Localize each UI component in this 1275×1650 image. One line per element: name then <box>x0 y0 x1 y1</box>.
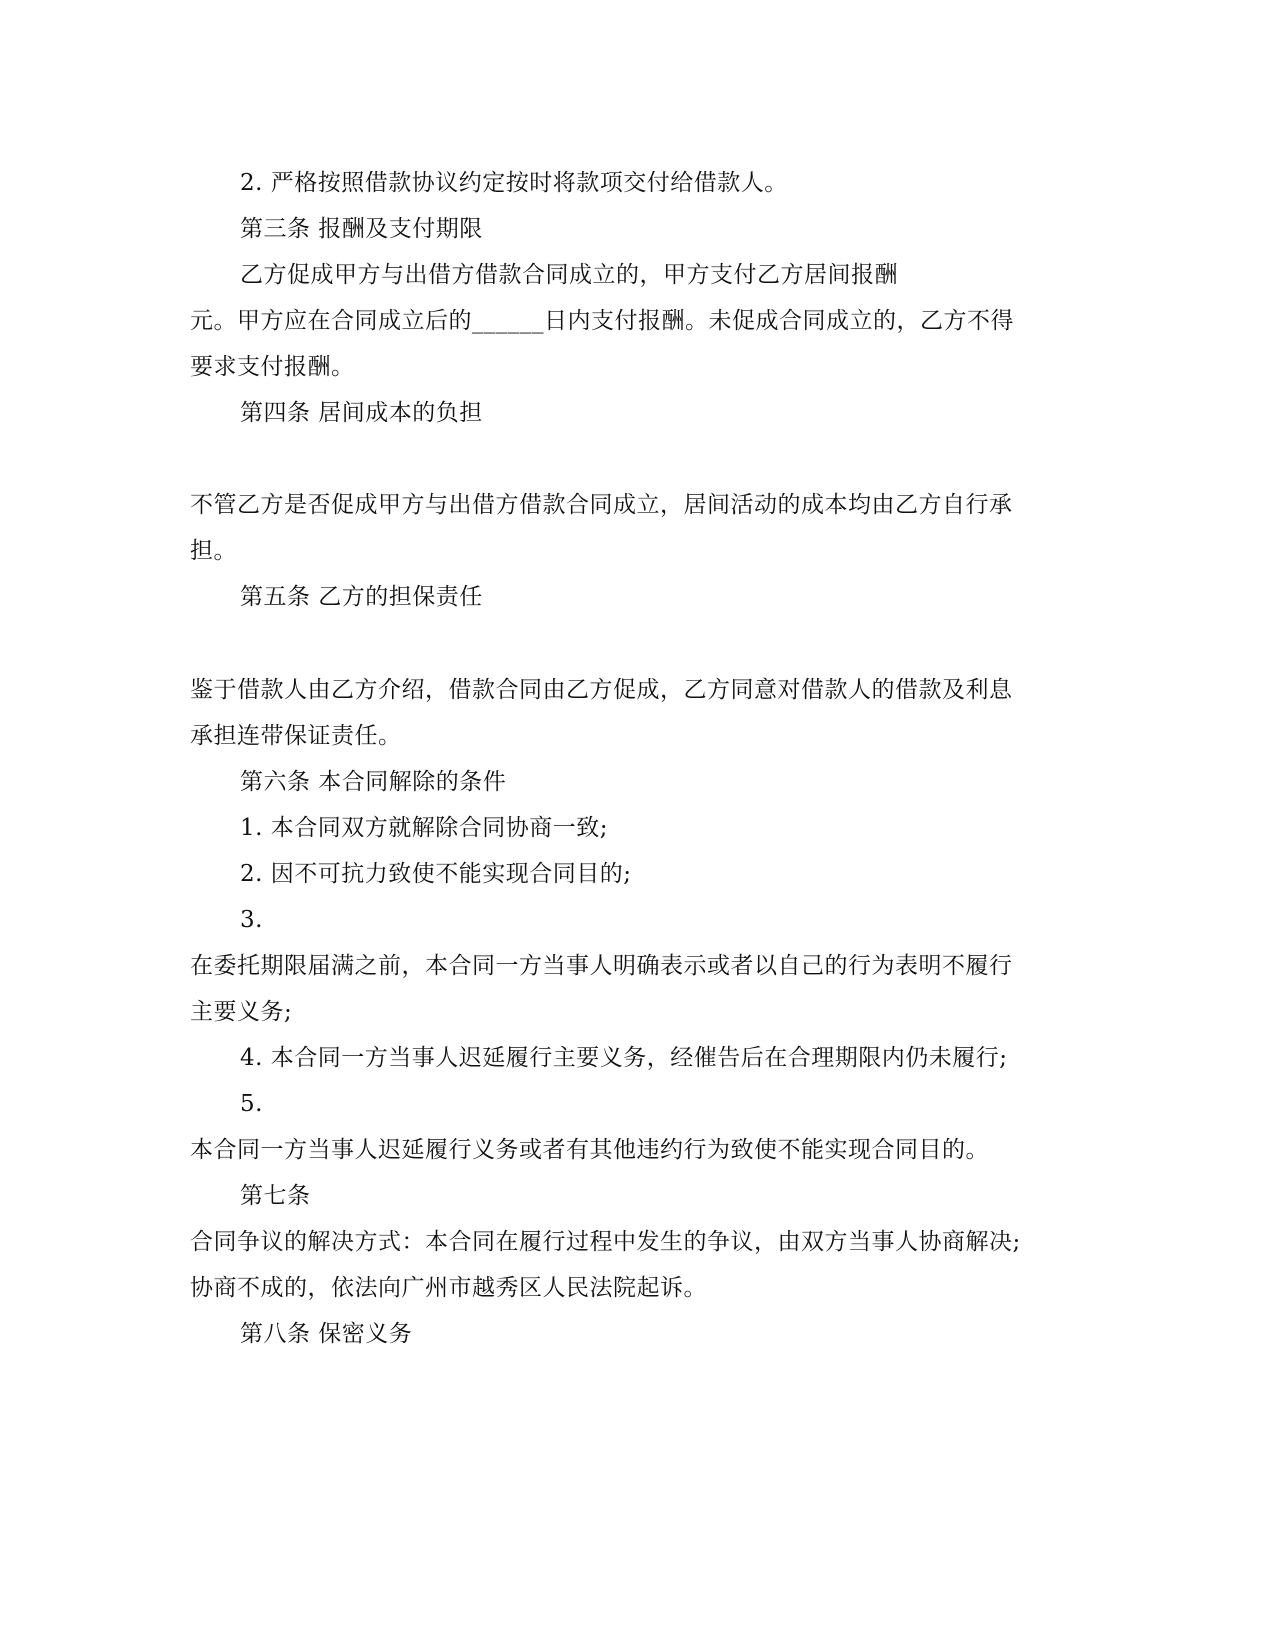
article-7-heading: 第七条 <box>240 1183 311 1209</box>
article-3-paragraph-2: 元。甲方应在合同成立后的______日内支付报酬。未促成合同成立的，乙方不得 <box>190 308 1014 334</box>
article-6-item-3-number: 3. <box>240 907 263 933</box>
article-6-item-5-text: 本合同一方当事人迟延履行义务或者有其他违约行为致使不能实现合同目的。 <box>190 1137 989 1163</box>
article-6-item-3-text-1: 在委托期限届满之前，本合同一方当事人明确表示或者以自己的行为表明不履行 <box>190 953 1013 979</box>
article-4-heading: 第四条 居间成本的负担 <box>240 400 483 426</box>
article-3-heading: 第三条 报酬及支付期限 <box>240 216 483 242</box>
article-4-paragraph-2: 担。 <box>190 538 237 564</box>
article-5-paragraph-1: 鉴于借款人由乙方介绍，借款合同由乙方促成，乙方同意对借款人的借款及利息 <box>190 677 1013 703</box>
article-3-paragraph-3: 要求支付报酬。 <box>190 354 355 380</box>
article-6-item-5-number: 5. <box>240 1091 263 1117</box>
article-6-item-1: 1. 本合同双方就解除合同协商一致; <box>240 815 609 841</box>
article-6-heading: 第六条 本合同解除的条件 <box>240 769 507 795</box>
article-7-paragraph-2: 协商不成的，依法向广州市越秀区人民法院起诉。 <box>190 1275 707 1301</box>
article-6-item-3-text-2: 主要义务; <box>190 999 293 1025</box>
article-5-heading: 第五条 乙方的担保责任 <box>240 584 483 610</box>
article-6-item-2: 2. 因不可抗力致使不能实现合同目的; <box>240 861 632 887</box>
article-4-paragraph-1: 不管乙方是否促成甲方与出借方借款合同成立，居间活动的成本均由乙方自行承 <box>190 492 1013 518</box>
article-6-item-4: 4. 本合同一方当事人迟延履行主要义务，经催告后在合理期限内仍未履行; <box>240 1045 1008 1071</box>
article-3-paragraph-1: 乙方促成甲方与出借方借款合同成立的，甲方支付乙方居间报酬 <box>240 262 898 288</box>
article-7-paragraph-1: 合同争议的解决方式：本合同在履行过程中发生的争议，由双方当事人协商解决; <box>190 1229 1021 1255</box>
article-5-paragraph-2: 承担连带保证责任。 <box>190 723 402 749</box>
article-8-heading: 第八条 保密义务 <box>240 1321 413 1347</box>
clause-2-item-2: 2. 严格按照借款协议约定按时将款项交付给借款人。 <box>240 170 788 196</box>
